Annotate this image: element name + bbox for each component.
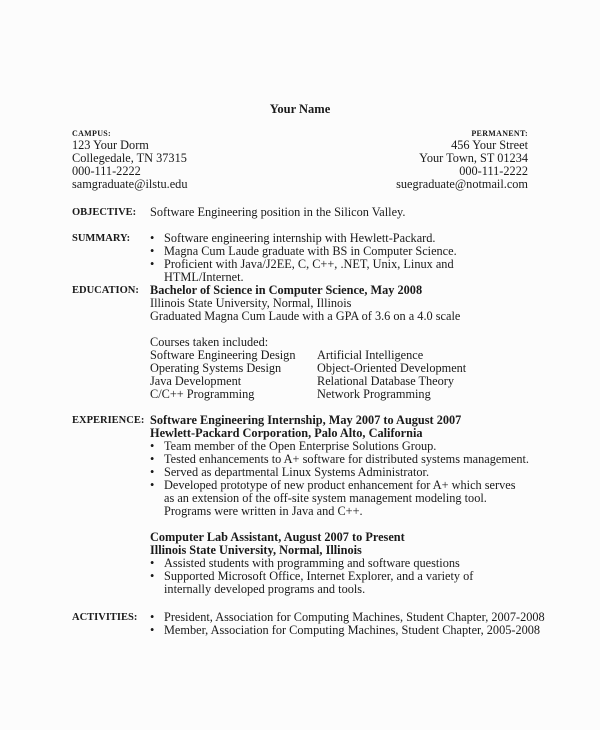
education-label: EDUCATION: (72, 285, 139, 296)
job-duties (150, 440, 530, 518)
degree: Bachelor of Science in Computer Science, May 2008 (150, 283, 423, 297)
campus-address (72, 128, 187, 191)
course: Object-Oriented Development (317, 361, 467, 375)
course: Operating Systems Design (150, 361, 282, 375)
course: Java Development (150, 374, 242, 388)
list-item: • Tested enhancements to A+ software for distributed systems management. (150, 453, 530, 466)
job-org: Hewlett-Packard Corporation, Palo Alto, California (150, 426, 423, 440)
honors: Graduated Magna Cum Laude with a GPA of 3.6 on a 4.0 scale (150, 309, 461, 323)
list-item: • Team member of the Open Enterprise Solutions Group. (150, 440, 530, 453)
course: Software Engineering Design (150, 348, 296, 362)
activities-label: ACTIVITIES: (72, 612, 138, 623)
list-item: • Member, Association for Computing Machines, Student Chapter, 2005-2008 (150, 624, 550, 637)
list-item: • Assisted students with programming and software questions (150, 557, 530, 570)
resume-name: Your Name (269, 102, 331, 116)
list-item: • Supported Microsoft Office, Internet Explorer, and a variety of internally developed programs and tools. (150, 570, 514, 596)
course: Relational Database Theory (317, 374, 455, 388)
permanent-line: Your Town, ST 01234 (419, 151, 528, 165)
list-item: • President, Association for Computing Machines, Student Chapter, 2007-2008 (150, 611, 550, 624)
list-item: • Magna Cum Laude graduate with BS in Computer Science. (150, 245, 530, 258)
objective-text: Software Engineering position in the Silicon Valley. (150, 205, 406, 219)
permanent-line: 456 Your Street (451, 138, 528, 152)
experience-section (150, 414, 530, 596)
campus-line: 123 Your Dorm (72, 138, 149, 152)
job-duties (150, 557, 530, 596)
permanent-label: PERMANENT: (471, 129, 528, 138)
course: Network Programming (317, 387, 431, 401)
education-section (150, 284, 530, 401)
job-title: Software Engineering Internship, May 2007 to August 2007 (150, 413, 462, 427)
objective-label: OBJECTIVE: (72, 207, 137, 218)
permanent-line: 000-111-2222 (459, 164, 528, 178)
list-item: • Developed prototype of new product enhancement for A+ which serves as an extension of the off-site system management modeling tool. Programs were written in Java and C++. (150, 479, 522, 518)
list-item: • Software engineering internship with Hewlett-Packard. (150, 232, 530, 245)
list-item: • Served as departmental Linux Systems Administrator. (150, 466, 530, 479)
summary-label: SUMMARY: (72, 233, 131, 244)
summary-list (150, 232, 530, 284)
courses-heading: Courses taken included: (150, 335, 269, 349)
school: Illinois State University, Normal, Illinois (150, 296, 352, 310)
campus-line: Collegedale, TN 37315 (72, 151, 187, 165)
campus-label: CAMPUS: (72, 129, 111, 138)
course: Artificial Intelligence (317, 348, 424, 362)
course: C/C++ Programming (150, 387, 255, 401)
campus-line: 000-111-2222 (72, 164, 141, 178)
courses-list (150, 349, 530, 401)
permanent-email: suegraduate@notmail.com (396, 177, 528, 191)
list-item: • Proficient with Java/J2EE, C, C++, .NET, Unix, Linux and HTML/Internet. (150, 258, 530, 284)
experience-label: EXPERIENCE: (72, 415, 145, 426)
campus-email: samgraduate@ilstu.edu (72, 177, 188, 191)
permanent-address (396, 128, 528, 191)
job-title: Computer Lab Assistant, August 2007 to Present (150, 530, 405, 544)
job-org: Illinois State University, Normal, Illinois (150, 543, 362, 557)
activities-list (150, 611, 550, 637)
